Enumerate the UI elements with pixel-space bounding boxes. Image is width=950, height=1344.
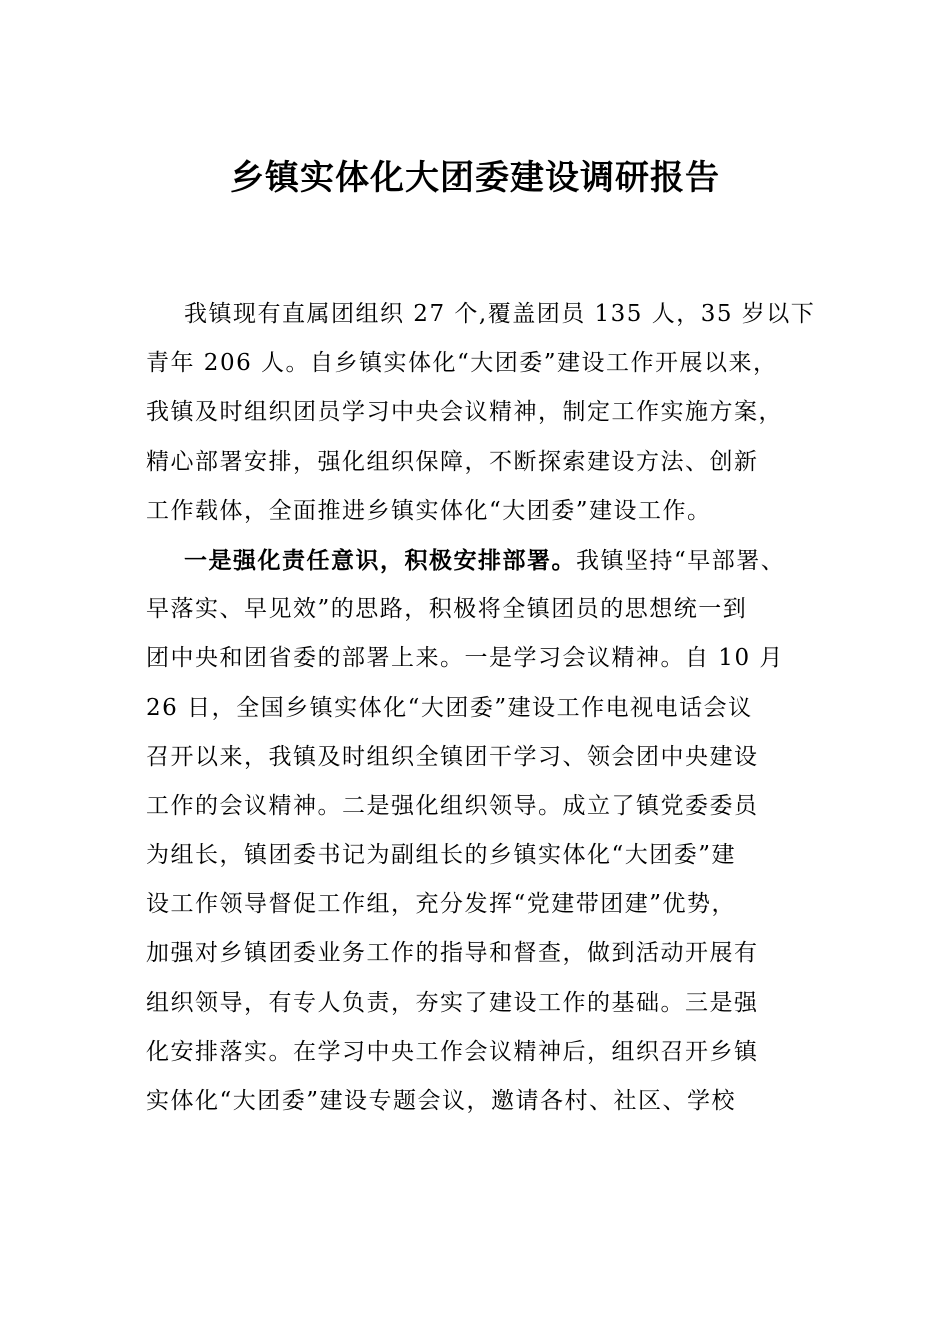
text-line: 实体化“大团委”建设专题会议，邀请各村、社区、学校	[146, 1088, 737, 1114]
text-line: 团中央和团省委的部署上来。一是学习会议精神。自 10 月	[146, 645, 784, 672]
paragraph-section-one	[146, 536, 806, 1126]
text-line: 精心部署安排，强化组织保障，不断探索建设方法、创新	[146, 448, 759, 475]
text-line: 召开以来，我镇及时组织全镇团干学习、领会团中央建设	[146, 743, 759, 770]
text-line: 加强对乡镇团委业务工作的指导和督查，做到活动开展有	[146, 940, 759, 967]
text-line: 工作载体，全面推进乡镇实体化“大团委”建设工作。	[146, 497, 712, 524]
text-line: 为组长，镇团委书记为副组长的乡镇实体化“大团委”建	[146, 842, 737, 869]
text-line: 26 日，全国乡镇实体化“大团委”建设工作电视电话会议	[146, 694, 753, 721]
text-line: 青年 206 人。自乡镇实体化“大团委”建设工作开展以来，	[146, 350, 778, 377]
text-line: 工作的会议精神。二是强化组织领导。成立了镇党委委员	[146, 792, 759, 819]
document-title: 乡镇实体化大团委建设调研报告	[230, 158, 720, 198]
text-line: 组织领导，有专人负责，夯实了建设工作的基础。三是强	[146, 989, 759, 1016]
section-heading: 一是强化责任意识，积极安排部署。	[184, 546, 576, 574]
section-heading-continuation: 我镇坚持“早部署、	[576, 547, 786, 574]
text-line	[146, 536, 806, 585]
paragraph-intro	[146, 290, 816, 536]
text-line: 我镇现有直属团组织 27 个,覆盖团员 135 人，35 岁以下	[184, 301, 816, 327]
text-line: 化安排落实。在学习中央工作会议精神后，组织召开乡镇	[146, 1038, 759, 1065]
text-line: 早落实、早见效”的思路，积极将全镇团员的思想统一到	[146, 596, 748, 623]
text-line: 我镇及时组织团员学习中央会议精神，制定工作实施方案，	[146, 399, 783, 426]
text-line: 设工作领导督促工作组，充分发挥“党建带团建”优势，	[146, 891, 737, 918]
document-body	[146, 290, 816, 1126]
